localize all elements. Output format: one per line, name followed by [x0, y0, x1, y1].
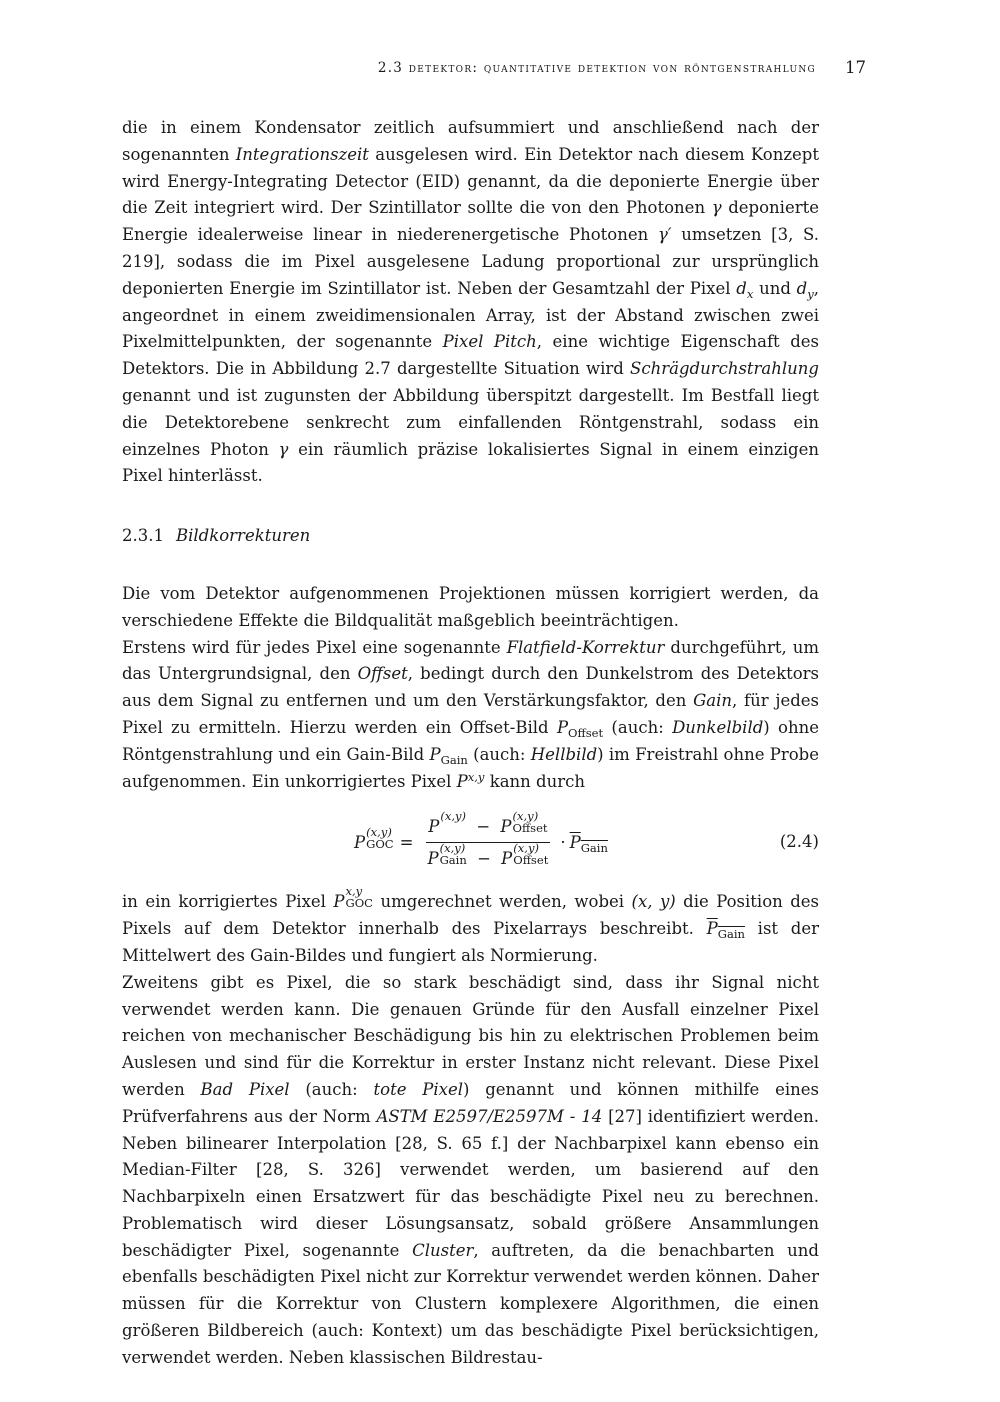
- equation-2-4: P (x,y) GOC = P (x,y) − P (x,y) Offset P (x,y) Gain − P (x,y) Offset · $P_{Gain}$ (2.4): [122, 801, 819, 885]
- term-pixel-pitch: Pixel Pitch: [442, 332, 537, 352]
- eq-mean-gain: $P_{Gain}$: [569, 832, 608, 855]
- section-title: 2.3 detektor: quantitative detektion von röntgenstrahlung: [377, 60, 816, 76]
- eq-lhs: P (x,y) GOC: [354, 824, 394, 852]
- subsection-heading: [122, 523, 819, 550]
- paragraph-5: Zweitens gibt es Pixel, die so stark beschädigt sind, dass ihr Signal nicht verwendet werden kann. Die genauen Gründe für den Ausfall einzelner Pixel reichen von mechanischer Beschädigung bis hin zu elektrischen Problemen beim Auslesen und sind für die Korrektur in erster Instanz nicht relevant. Diese Pixel werden Bad Pixel (auch: tote Pixel) genannt und können mithilfe eines Prüfverfahrens aus der Norm ASTM E2597/E2597M - 14 [27] identifiziert werden. Neben bilinearer Interpolation [28, S. 65 f.] der Nachbarpixel kann ebenso ein Median-Filter [28, S. 326] verwendet werden, um basierend auf den Nachbarpixeln einen Ersatzwert für das beschädigte Pixel neu zu berechnen. Problematisch wird dieser Lösungsansatz, sobald größere Ansammlungen beschädigter Pixel, sogenannte Cluster, auftreten, da die benachbarten und ebenfalls beschädigten Pixel nicht zur Korrektur verwendet werden können. Daher müssen für die Korrektur von Clustern komplexere Algorithmen, die einen größeren Bildbereich (auch: Kontext) um das beschädigte Pixel berücksichtigen, verwendet werden. Neben klassischen Bildrestau-: [122, 972, 819, 1367]
- body-text: [122, 115, 819, 1372]
- term-integrationszeit: Integrationszeit: [235, 144, 369, 164]
- subsection-number: 2.3.1: [122, 526, 164, 546]
- paragraph-1: die in einem Kondensator zeitlich aufsummiert und anschließend nach der sogenannten Integrationszeit ausgelesen wird. Ein Detektor nach diesem Konzept wird Energy-Integrating Detector (EID) genannt, da die deponierte Energie über die Zeit integriert wird. Der Szintillator sollte die von den Photonen γ deponierte Energie idealerweise linear in niederenergetische Photonen γ′ umsetzen [3, S. 219], sodass die im Pixel ausgelesene Ladung proportional zur ursprünglich deponierten Energie im Szintillator ist. Neben der Gesamtzahl der Pixel $d_x$ und $d_y$, angeordnet in einem zweidimensionalen Array, ist der Abstand zwischen zwei Pixelmittelpunkten, der sogenannte Pixel Pitch, eine wichtige Eigenschaft des Detektors. Die in Abbildung 2.7 dargestellte Situation wird Schrägdurchstrahlung genannt und ist zugunsten der Abbildung überspitzt dargestellt. Im Bestfall liegt die Detektorebene senkrecht zum einfallenden Röntgenstrahl, sodass ein einzelnes Photon γ ein räumlich präzise lokalisiertes Signal in einem einzigen Pixel hinterlässt.: [122, 118, 820, 486]
- subsection-title: Bildkorrekturen: [176, 526, 311, 546]
- page-number: 17: [845, 58, 866, 77]
- eq-fraction: P (x,y) − P (x,y) Offset P (x,y) Gain − P (x,y) Offset: [427, 808, 549, 869]
- paragraph-2: Die vom Detektor aufgenommenen Projektionen müssen korrigiert werden, da verschiedene Effekte die Bildqualität maßgeblich beeinträchtigen.: [122, 583, 819, 630]
- paragraph-4: in ein korrigiertes Pixel P x,y GOC umgerechnet werden, wobei (x, y) die Position des Pixels auf dem Detektor innerhalb des Pixelarrays beschreibt. $P_{Gain}$ ist der Mittelwert des Gain-Bildes und fungiert als Normierung.: [122, 884, 819, 965]
- term-schraegdurchstrahlung: Schrägdurchstrahlung: [630, 359, 819, 379]
- running-header: [120, 60, 866, 82]
- paragraph-3: Erstens wird für jedes Pixel eine sogenannte Flatfield-Korrektur durchgeführt, um das Untergrundsignal, den Offset, bedingt durch den Dunkelstrom des Detektors aus dem Signal zu entfernen und um den Verstärkungsfaktor, den Gain, für jedes Pixel zu ermitteln. Hierzu werden ein Offset-Bild $P_{Offset}$ (auch: Dunkelbild) ohne Röntgenstrahlung und ein Gain-Bild $P_{Gain}$ (auch: Hellbild) im Freistrahl ohne Probe aufgenommen. Ein unkorrigiertes Pixel P$^{x,y}$ kann durch: [122, 637, 819, 791]
- equation-number: (2.4): [779, 832, 819, 852]
